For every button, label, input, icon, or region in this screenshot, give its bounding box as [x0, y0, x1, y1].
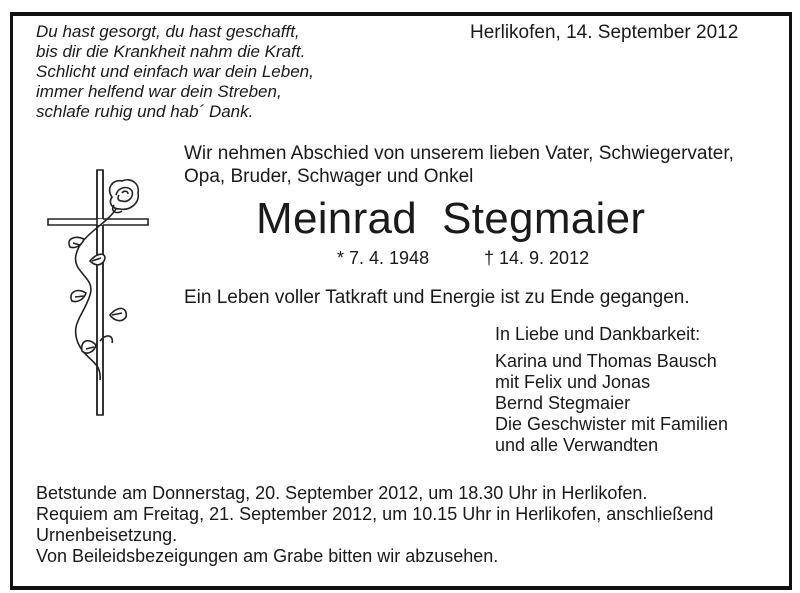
notice-line: Requiem am Freitag, 21. September 2012, um 10.15 Uhr in Herlikofen, anschließend [36, 504, 714, 524]
poem-line: Du hast gesorgt, du hast geschafft, [36, 22, 300, 41]
mourner-line: Karina und Thomas Bausch [495, 351, 717, 371]
poem-line: bis dir die Krankheit nahm die Kraft. [36, 42, 306, 61]
poem [36, 22, 314, 122]
poem-line: schlafe ruhig und hab´ Dank. [36, 102, 254, 121]
cross-with-rose-icon [40, 165, 160, 420]
service-notices [36, 483, 713, 567]
notice-line: Betstunde am Donnerstag, 20. September 2012, um 18.30 Uhr in Herlikofen. [36, 483, 648, 503]
birth-date: * 7. 4. 1948 [337, 248, 430, 268]
intro-line: Opa, Bruder, Schwager und Onkel [184, 166, 474, 187]
death-date: † 14. 9. 2012 [484, 248, 590, 268]
motto: Ein Leben voller Tatkraft und Energie ist zu Ende gegangen. [184, 287, 690, 308]
mourner-line: und alle Verwandten [495, 435, 659, 455]
mourner-line: Die Geschwister mit Familien [495, 414, 729, 434]
intro-line: Wir nehmen Abschied von unserem lieben Vater, Schwiegervater, [184, 143, 734, 164]
mourners-heading: In Liebe und Dankbarkeit: [495, 324, 701, 344]
notice-line: Urnenbeisetzung. [36, 525, 178, 545]
mourner-line: mit Felix und Jonas [495, 372, 651, 392]
place-date: Herlikofen, 14. September 2012 [470, 22, 739, 43]
poem-line: Schlicht und einfach war dein Leben, [36, 62, 314, 81]
deceased-name: Meinrad Stegmaier [256, 194, 646, 243]
poem-line: immer helfend war dein Streben, [36, 82, 282, 101]
notice-line: Von Beileidsbezeigungen am Grabe bitten wir abzusehen. [36, 546, 499, 566]
mourner-line: Bernd Stegmaier [495, 393, 631, 413]
intro-text [184, 142, 734, 188]
mourners [495, 324, 728, 456]
